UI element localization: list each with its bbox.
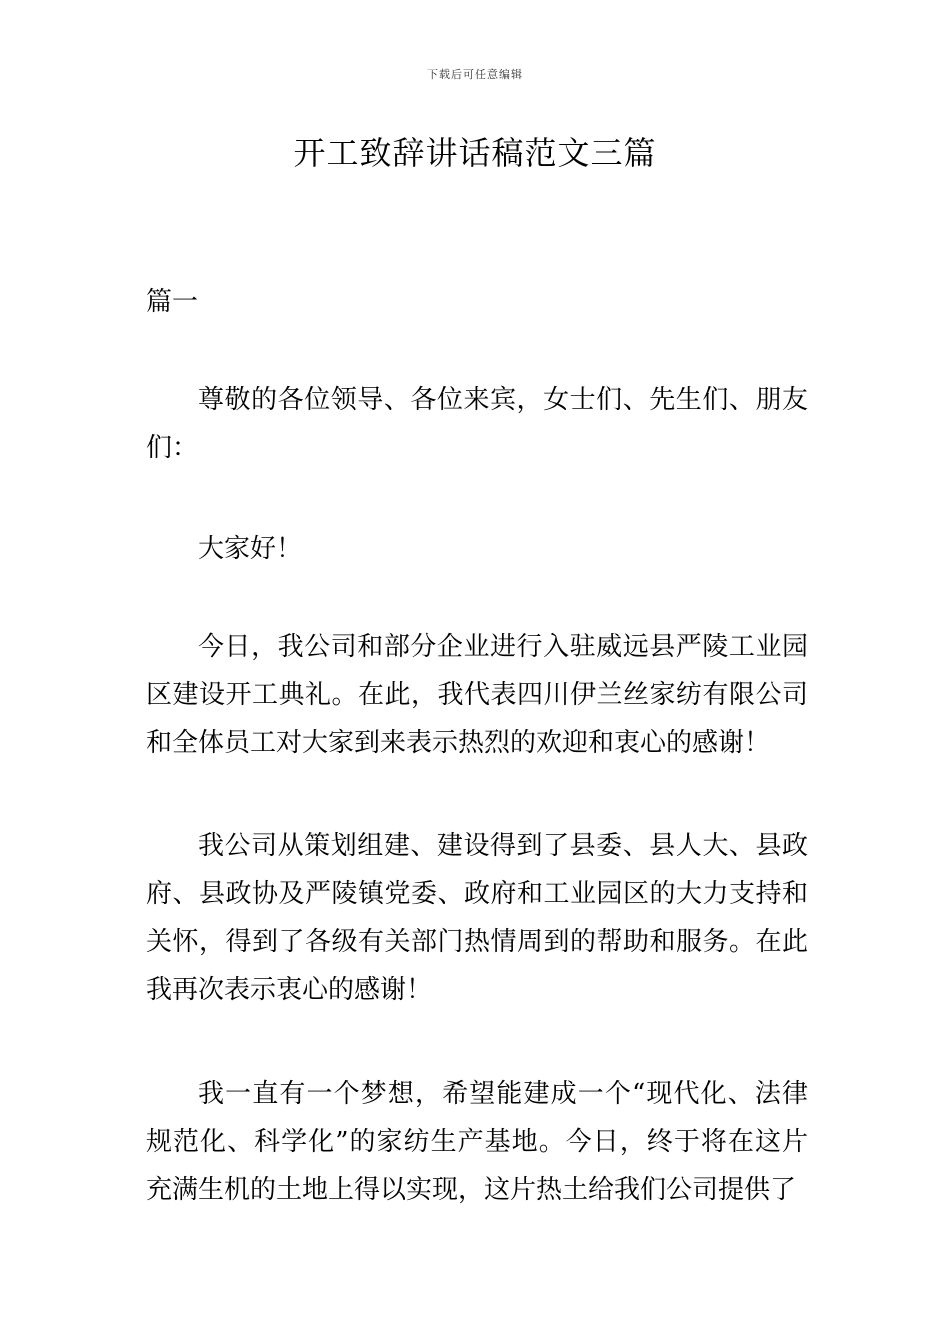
paragraph-thanks <box>146 822 808 1014</box>
header-note: 下载后可任意编辑 <box>427 68 523 81</box>
section-label: 篇一 <box>146 287 199 317</box>
paragraph-text: 今日，我公司和部分企业进行入驻威远县严陵工业园区建设开工典礼。在此，我代表四川伊兰丝家纺有限公司和全体员工对大家到来表示热烈的欢迎和衷心的感谢！ <box>146 632 808 758</box>
paragraph-text: 我公司从策划组建、建设得到了县委、县人大、县政府、县政协及严陵镇党委、政府和工业园区的大力支持和关怀，得到了各级有关部门热情周到的帮助和服务。在此我再次表示衷心的感谢！ <box>146 831 808 1005</box>
paragraph-greeting <box>146 376 808 472</box>
document-title: 开工致辞讲话稿范文三篇 <box>293 134 657 172</box>
paragraph-text: 尊敬的各位领导、各位来宾，女士们、先生们、朋友们： <box>146 385 808 463</box>
paragraph-hello <box>146 525 808 573</box>
paragraph-ceremony <box>146 623 808 767</box>
paragraph-dream <box>146 1070 808 1214</box>
paragraph-text: 大家好！ <box>198 534 303 564</box>
paragraph-text: 我一直有一个梦想，希望能建成一个“现代化、法律规范化、科学化”的家纺生产基地。今日，终于将在这片充满生机的土地上得以实现，这片热土给我们公司提供了 <box>146 1079 808 1205</box>
